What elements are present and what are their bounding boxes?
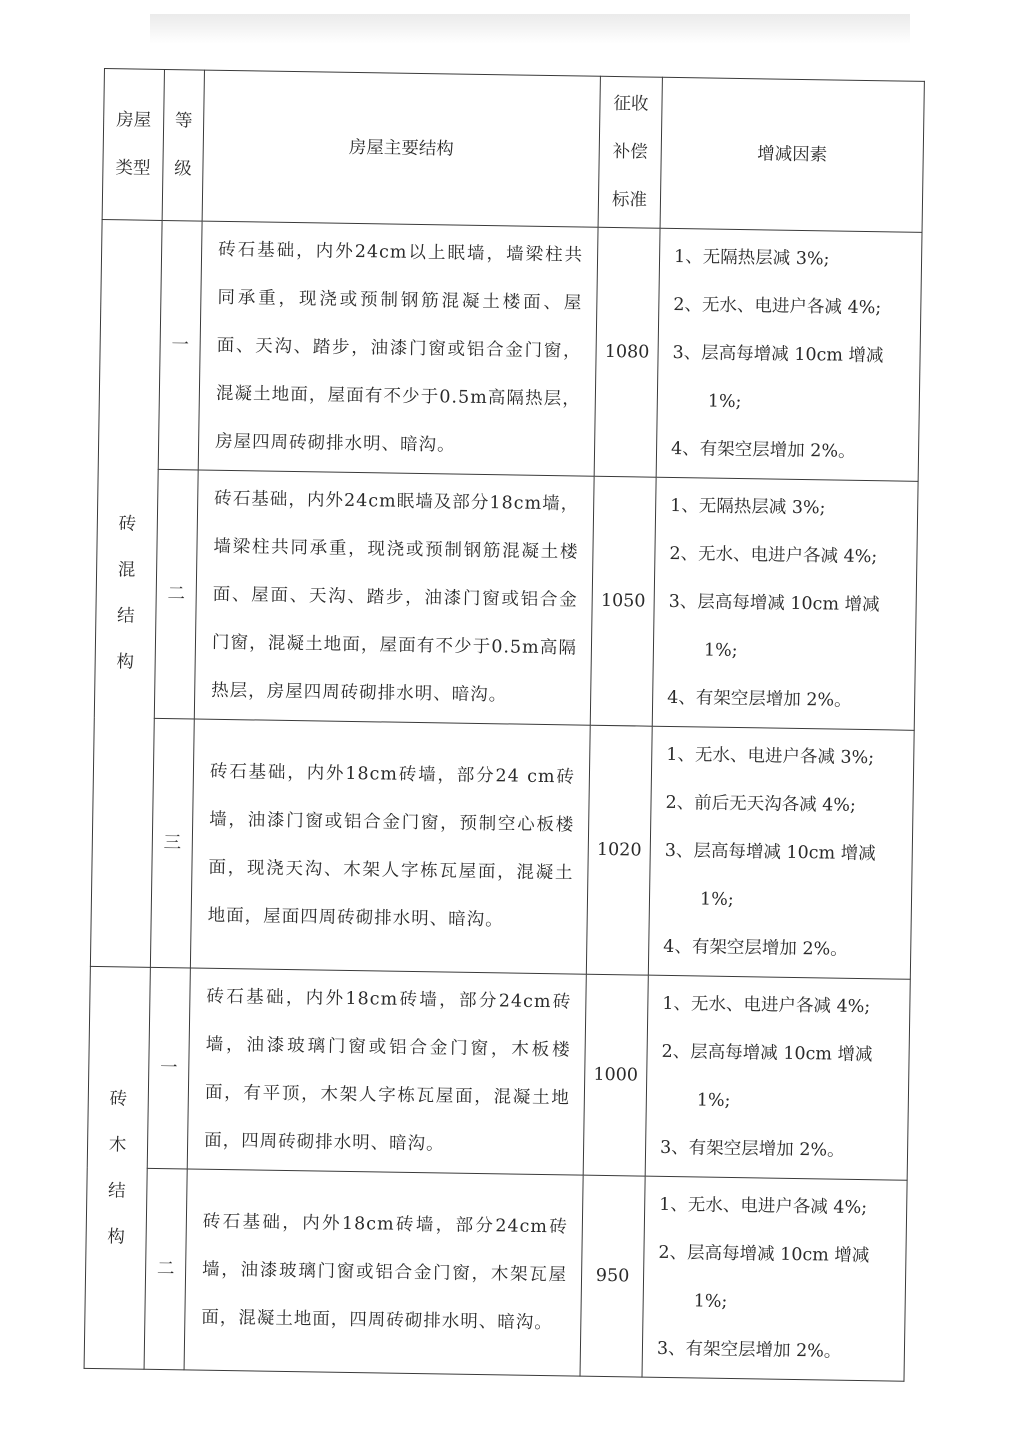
header-standard — [598, 76, 662, 228]
factor-line: 1、无水、电进户各减 3%; — [666, 744, 875, 769]
factor-line: 1、无隔热层减 3%; — [670, 495, 826, 519]
type-char: 构 — [116, 652, 135, 673]
header-standard-line: 征收 — [613, 94, 649, 115]
table-row — [90, 717, 914, 979]
factor-line: 1%; — [693, 1291, 728, 1312]
type-char: 结 — [116, 606, 135, 627]
header-grade-line: 级 — [174, 159, 192, 180]
grade-cell: 三 — [150, 718, 194, 968]
type-char: 砖 — [118, 514, 137, 535]
type-char: 构 — [107, 1226, 126, 1247]
factor-line: 2、无水、电进户各减 4%; — [673, 294, 882, 319]
header-type-line: 类型 — [115, 158, 151, 179]
compensation-standard: 1050 — [590, 476, 656, 726]
header-standard-line: 标准 — [611, 189, 648, 211]
scan-shadow — [150, 14, 910, 44]
factor-line: 3、有架空层增加 2%。 — [656, 1338, 842, 1362]
type-char: 砖 — [109, 1088, 128, 1109]
adjustment-factors — [645, 975, 910, 1180]
structure-description: 砖石基础，内外18cm砖墙，部分24cm砖墙，油漆玻璃门窗或铝合金门窗，木架瓦屋面，混凝土地面，四周砖砌排水明、暗沟。 — [184, 1169, 583, 1376]
factor-line: 4、有架空层增加 2%。 — [663, 936, 848, 960]
factor-line: 3、有架空层增加 2%。 — [659, 1137, 845, 1161]
factor-line: 1、无水、电进户各减 4%; — [659, 1194, 868, 1219]
structure-description: 砖石基础，内外18cm砖墙，部分24cm砖墙，油漆玻璃门窗或铝合金门窗，木板楼面，有平顶，木架人字栋瓦屋面，混凝土地面，四周砖砌排水明、暗沟。 — [187, 968, 586, 1175]
compensation-table — [84, 68, 925, 1382]
type-char: 混 — [117, 560, 136, 581]
table-row — [84, 1167, 907, 1381]
header-grade — [162, 69, 204, 221]
table-row — [87, 966, 910, 1180]
adjustment-factors — [656, 228, 922, 481]
factor-line: 4、有架空层增加 2%。 — [670, 438, 856, 462]
house-type-brick-wood — [84, 966, 150, 1369]
factor-line: 1%; — [703, 640, 738, 662]
grade-cell: 一 — [158, 220, 202, 470]
factor-line: 1、无水、电进户各减 4%; — [662, 993, 871, 1018]
table-row — [98, 219, 922, 481]
factor-line: 3、层高每增减 10cm 增减 — [664, 840, 876, 865]
grade-cell: 二 — [154, 469, 198, 719]
adjustment-factors — [648, 726, 914, 979]
factor-line: 2、无水、电进户各减 4%; — [669, 543, 878, 568]
header-structure: 房屋主要结构 — [202, 70, 600, 227]
compensation-standard: 950 — [580, 1175, 645, 1377]
factor-line: 4、有架空层增加 2%。 — [667, 687, 852, 711]
type-char: 木 — [108, 1134, 127, 1155]
factor-line: 2、前后无天沟各减 4%; — [665, 792, 857, 816]
header-standard-line: 补偿 — [612, 142, 648, 163]
factor-line: 1%; — [699, 889, 734, 910]
factor-line: 2、层高每增减 10cm 增减 — [661, 1041, 873, 1066]
factor-line: 3、层高每增减 10cm 增减 — [672, 342, 884, 367]
adjustment-factors — [652, 477, 918, 730]
factor-line: 1%; — [707, 391, 742, 413]
compensation-standard: 1000 — [583, 974, 648, 1176]
adjustment-factors — [642, 1176, 907, 1381]
header-type — [102, 69, 164, 221]
header-factors: 增减因素 — [660, 77, 924, 232]
compensation-standard: 1080 — [594, 227, 660, 477]
factor-line: 1%; — [696, 1090, 731, 1111]
header-type-line: 房屋 — [116, 110, 152, 131]
header-grade-line: 等 — [174, 111, 193, 132]
grade-cell: 二 — [144, 1168, 187, 1370]
structure-description: 砖石基础，内外24cm眠墙及部分18cm墙，墙梁柱共同承重，现浇或预制钢筋混凝土楼面、屋面、天沟、踏步，油漆门窗或铝合金门窗，混凝土地面，屋面有不少于0.5m高隔热层，房屋四周砖砌排水明、暗沟。 — [194, 470, 594, 725]
header-row — [102, 69, 924, 233]
type-char: 结 — [107, 1180, 126, 1201]
table-row — [94, 468, 918, 730]
structure-description: 砖石基础，内外24cm以上眠墙，墙梁柱共同承重，现浇或预制钢筋混凝土楼面、屋面、天沟、踏步，油漆门窗或铝合金门窗，混凝土地面，屋面有不少于0.5m高隔热层，房屋四周砖砌排水明、暗沟。 — [198, 221, 598, 476]
compensation-standard: 1020 — [586, 725, 652, 975]
grade-cell: 一 — [147, 967, 190, 1169]
factor-line: 2、层高每增减 10cm 增减 — [658, 1242, 870, 1267]
factor-line: 1、无隔热层减 3%; — [673, 246, 830, 270]
structure-description: 砖石基础，内外18cm砖墙，部分24 cm砖墙，油漆门窗或铝合金门窗，预制空心板楼面，现浇天沟、木架人字栋瓦屋面，混凝土地面，屋面四周砖砌排水明、暗沟。 — [190, 719, 590, 974]
factor-line: 3、层高每增减 10cm 增减 — [668, 591, 880, 616]
